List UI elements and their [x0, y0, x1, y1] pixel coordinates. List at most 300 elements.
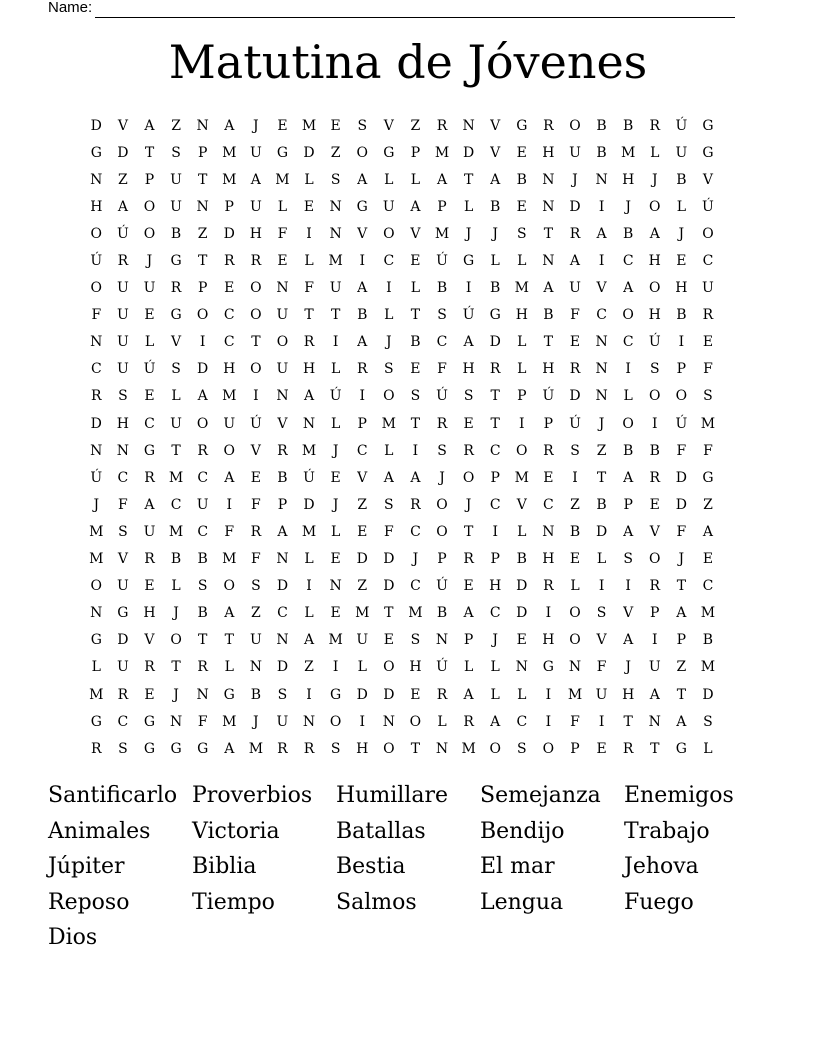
grid-letter: T — [596, 469, 607, 486]
grid-letter: I — [253, 388, 259, 405]
grid-letter: U — [116, 280, 129, 297]
grid-letter: I — [652, 415, 658, 432]
grid-letter: O — [90, 225, 103, 242]
grid-letter: M — [514, 469, 529, 486]
grid-letter: A — [224, 469, 235, 486]
grid-letter: C — [489, 442, 501, 459]
word-list-item: Tiempo — [192, 889, 275, 915]
grid-letter: H — [462, 361, 475, 378]
grid-letter: P — [490, 551, 500, 568]
grid-letter: L — [517, 361, 527, 378]
grid-letter: U — [595, 686, 608, 703]
grid-letter: P — [650, 605, 660, 622]
grid-letter: E — [144, 307, 155, 324]
grid-row — [83, 410, 721, 437]
grid-letter: C — [436, 334, 448, 351]
grid-letter: D — [90, 415, 102, 432]
grid-letter: I — [359, 388, 365, 405]
grid-letter: T — [676, 686, 687, 703]
grid-letter: U — [276, 713, 289, 730]
grid-letter: G — [330, 686, 342, 703]
grid-letter: R — [702, 307, 714, 324]
grid-letter: G — [90, 713, 102, 730]
grid-letter: B — [623, 442, 634, 459]
grid-letter: V — [649, 523, 660, 540]
grid-letter: C — [197, 523, 209, 540]
grid-letter: L — [623, 388, 633, 405]
grid-letter: D — [197, 361, 209, 378]
grid-letter: P — [437, 198, 447, 215]
grid-letter: Ú — [569, 415, 581, 432]
grid-letter: C — [702, 253, 714, 270]
grid-letter: C — [702, 578, 714, 595]
grid-letter: A — [623, 280, 634, 297]
grid-letter: O — [383, 740, 395, 757]
grid-letter: M — [355, 605, 370, 622]
grid-letter: S — [517, 225, 527, 242]
grid-letter: R — [649, 469, 661, 486]
grid-letter: R — [543, 578, 554, 595]
grid-letter: C — [90, 361, 102, 378]
grid-letter: N — [90, 442, 103, 459]
grid-letter: O — [329, 713, 342, 730]
grid-letter: D — [117, 144, 129, 161]
grid-letter: A — [676, 713, 687, 730]
word-list-item: Victoria — [192, 818, 280, 844]
grid-letter: B — [436, 280, 448, 297]
grid-letter: A — [569, 253, 581, 270]
grid-letter: P — [463, 632, 474, 649]
grid-letter: R — [436, 117, 448, 134]
grid-letter: N — [276, 280, 289, 297]
grid-letter: G — [702, 469, 714, 486]
grid-letter: A — [144, 496, 155, 513]
grid-letter: M — [89, 523, 104, 540]
grid-letter: S — [384, 496, 394, 513]
grid-letter: Ú — [675, 117, 688, 134]
grid-letter: E — [596, 740, 607, 757]
word-list-item: Animales — [48, 818, 151, 844]
grid-letter: Ú — [702, 198, 714, 215]
grid-letter: S — [118, 388, 128, 405]
grid-letter: P — [437, 551, 447, 568]
grid-letter: F — [251, 551, 261, 568]
grid-letter: D — [569, 388, 581, 405]
grid-row — [83, 627, 721, 654]
grid-letter: N — [302, 415, 316, 432]
grid-letter: L — [144, 334, 155, 351]
grid-letter: J — [386, 334, 392, 351]
grid-letter: L — [384, 171, 394, 188]
grid-letter: O — [143, 225, 156, 242]
grid-letter: A — [197, 388, 208, 405]
grid-letter: D — [223, 225, 235, 242]
grid-letter: H — [675, 280, 688, 297]
grid-letter: B — [623, 117, 634, 134]
grid-letter: T — [410, 740, 421, 757]
grid-letter: N — [542, 523, 555, 540]
grid-letter: T — [410, 415, 421, 432]
grid-letter: C — [410, 523, 421, 540]
grid-letter: N — [329, 578, 342, 595]
grid-letter: A — [383, 469, 394, 486]
grid-letter: B — [436, 605, 448, 622]
grid-letter: A — [277, 523, 288, 540]
grid-row — [83, 600, 721, 627]
grid-letter: N — [542, 198, 555, 215]
grid-letter: J — [492, 632, 499, 649]
grid-letter: L — [703, 740, 713, 757]
grid-letter: B — [676, 171, 687, 188]
grid-letter: C — [223, 307, 235, 324]
grid-letter: H — [143, 605, 156, 622]
grid-letter: R — [463, 713, 474, 730]
grid-letter: I — [625, 578, 631, 595]
grid-letter: I — [678, 334, 685, 351]
grid-letter: H — [515, 307, 528, 324]
grid-letter: J — [678, 225, 685, 242]
grid-letter: I — [598, 198, 605, 215]
grid-letter: C — [489, 605, 501, 622]
grid-letter: N — [116, 442, 130, 459]
grid-letter: O — [649, 388, 661, 405]
grid-letter: L — [650, 144, 660, 161]
grid-letter: N — [542, 171, 555, 188]
grid-letter: H — [489, 578, 502, 595]
grid-letter: D — [516, 578, 528, 595]
grid-letter: V — [277, 415, 288, 432]
grid-row — [83, 464, 721, 491]
grid-letter: P — [197, 280, 208, 297]
grid-letter: A — [596, 225, 607, 242]
grid-row — [83, 437, 721, 464]
grid-letter: I — [226, 496, 233, 513]
grid-letter: J — [439, 469, 445, 486]
grid-letter: J — [625, 659, 631, 676]
grid-letter: Ú — [462, 307, 475, 324]
grid-letter: F — [437, 361, 447, 378]
grid-letter: R — [303, 740, 315, 757]
grid-letter: B — [357, 307, 368, 324]
grid-letter: V — [490, 144, 501, 161]
grid-letter: E — [516, 198, 527, 215]
grid-letter: I — [572, 469, 578, 486]
grid-letter: R — [197, 659, 208, 676]
grid-letter: C — [117, 469, 129, 486]
grid-letter: R — [91, 388, 102, 405]
grid-letter: Z — [676, 659, 687, 676]
grid-row — [83, 166, 721, 193]
grid-letter: M — [168, 523, 184, 540]
grid-letter: N — [329, 225, 342, 242]
grid-letter: M — [434, 144, 450, 161]
grid-letter: O — [436, 496, 448, 513]
grid-letter: S — [437, 442, 447, 459]
grid-letter: T — [144, 144, 155, 161]
grid-letter: N — [249, 659, 262, 676]
grid-letter: H — [648, 307, 661, 324]
grid-letter: B — [170, 551, 182, 568]
grid-letter: R — [622, 740, 634, 757]
grid-letter: M — [275, 171, 290, 188]
grid-letter: S — [463, 388, 474, 405]
grid-letter: H — [116, 415, 129, 432]
grid-letter: I — [306, 686, 312, 703]
grid-letter: Ú — [542, 388, 555, 405]
grid-letter: A — [649, 686, 660, 703]
grid-row — [83, 491, 721, 518]
grid-letter: E — [277, 253, 288, 270]
grid-letter: M — [621, 144, 636, 161]
grid-letter: J — [173, 686, 179, 703]
grid-letter: P — [676, 632, 687, 649]
grid-letter: E — [303, 198, 315, 215]
grid-letter: L — [596, 551, 607, 568]
grid-letter: O — [569, 117, 581, 134]
grid-letter: U — [170, 415, 182, 432]
grid-letter: O — [622, 415, 634, 432]
grid-letter: N — [329, 198, 342, 215]
grid-letter: I — [359, 713, 365, 730]
grid-letter: I — [545, 686, 552, 703]
grid-letter: R — [436, 686, 448, 703]
grid-letter: T — [410, 307, 421, 324]
grid-letter: S — [118, 523, 128, 540]
grid-letter: T — [463, 171, 474, 188]
grid-letter: R — [543, 442, 554, 459]
grid-letter: A — [303, 388, 315, 405]
grid-letter: Ú — [675, 415, 688, 432]
grid-letter: A — [623, 632, 634, 649]
grid-letter: D — [276, 578, 289, 595]
grid-letter: H — [542, 632, 555, 649]
grid-letter: R — [569, 225, 581, 242]
grid-letter: I — [625, 361, 631, 378]
grid-letter: T — [171, 442, 181, 459]
grid-letter: H — [302, 361, 316, 378]
grid-letter: G — [542, 659, 554, 676]
grid-letter: A — [463, 334, 474, 351]
grid-letter: O — [622, 307, 634, 324]
grid-letter: T — [224, 632, 234, 649]
word-list-item: Jehova — [624, 854, 699, 879]
grid-letter: N — [435, 740, 449, 757]
grid-letter: E — [410, 686, 421, 703]
grid-letter: R — [250, 253, 262, 270]
grid-letter: E — [569, 334, 581, 351]
grid-letter: T — [198, 171, 208, 188]
grid-letter: N — [196, 198, 209, 215]
grid-letter: G — [143, 740, 156, 757]
grid-letter: L — [517, 686, 527, 703]
grid-letter: G — [90, 632, 102, 649]
grid-letter: A — [303, 632, 315, 649]
grid-letter: A — [410, 198, 421, 215]
grid-letter: D — [117, 632, 129, 649]
grid-letter: F — [703, 442, 713, 459]
grid-letter: J — [93, 496, 100, 513]
grid-letter: S — [570, 442, 580, 459]
grid-letter: U — [675, 144, 688, 161]
grid-letter: H — [409, 659, 422, 676]
grid-row — [83, 329, 721, 356]
grid-letter: L — [463, 659, 474, 676]
grid-letter: P — [197, 144, 208, 161]
grid-letter: L — [463, 198, 474, 215]
grid-letter: B — [170, 225, 182, 242]
grid-row — [83, 275, 721, 302]
grid-letter: L — [517, 253, 527, 270]
grid-letter: E — [516, 632, 527, 649]
word-list-item: Dios — [48, 925, 98, 950]
word-list-item: Lengua — [480, 889, 564, 915]
grid-letter: R — [144, 469, 155, 486]
grid-letter: T — [384, 605, 394, 622]
grid-letter: S — [171, 361, 181, 378]
grid-letter: P — [623, 496, 633, 513]
grid-letter: T — [490, 388, 500, 405]
grid-letter: J — [625, 198, 631, 215]
grid-letter: Z — [410, 117, 421, 134]
grid-letter: L — [91, 659, 101, 676]
grid-letter: Ú — [143, 361, 156, 378]
grid-letter: F — [118, 496, 128, 513]
grid-letter: V — [357, 469, 368, 486]
grid-letter: C — [596, 307, 607, 324]
grid-letter: M — [89, 686, 104, 703]
grid-letter: N — [302, 713, 316, 730]
grid-letter: L — [570, 578, 580, 595]
grid-letter: N — [568, 659, 582, 676]
grid-letter: U — [648, 659, 661, 676]
grid-letter: C — [622, 253, 634, 270]
grid-letter: O — [90, 280, 103, 297]
grid-letter: D — [383, 578, 395, 595]
grid-letter: O — [383, 225, 395, 242]
grid-letter: V — [383, 117, 394, 134]
grid-letter: S — [410, 632, 421, 649]
grid-letter: B — [197, 551, 208, 568]
word-list-item: Biblia — [192, 854, 257, 879]
grid-letter: B — [516, 171, 527, 188]
grid-letter: J — [412, 551, 419, 568]
grid-letter: Ú — [303, 469, 315, 486]
grid-letter: S — [703, 713, 713, 730]
grid-letter: E — [144, 686, 155, 703]
grid-letter: G — [516, 117, 528, 134]
grid-letter: U — [170, 171, 182, 188]
grid-letter: G — [489, 307, 501, 324]
grid-letter: M — [222, 388, 237, 405]
grid-letter: Z — [118, 171, 128, 188]
grid-letter: O — [649, 280, 661, 297]
grid-letter: A — [463, 686, 474, 703]
word-list — [48, 778, 768, 956]
grid-letter: B — [702, 632, 714, 649]
grid-letter: L — [171, 388, 181, 405]
grid-letter: Z — [596, 442, 607, 459]
grid-letter: V — [702, 171, 714, 188]
grid-letter: L — [517, 523, 527, 540]
grid-letter: M — [408, 605, 423, 622]
grid-letter: D — [356, 551, 368, 568]
grid-letter: L — [330, 523, 341, 540]
grid-letter: V — [490, 117, 501, 134]
grid-letter: T — [463, 523, 474, 540]
grid-letter: L — [410, 280, 421, 297]
grid-row — [83, 383, 721, 410]
grid-letter: E — [516, 144, 527, 161]
grid-letter: I — [199, 334, 206, 351]
grid-letter: F — [277, 225, 288, 242]
grid-letter: N — [382, 713, 395, 730]
grid-letter: G — [675, 740, 687, 757]
grid-letter: A — [357, 280, 368, 297]
grid-letter: B — [277, 469, 288, 486]
grid-letter: D — [303, 496, 315, 513]
grid-letter: T — [171, 659, 181, 676]
word-list-item: Júpiter — [48, 854, 125, 879]
grid-letter: N — [276, 551, 289, 568]
grid-letter: N — [648, 713, 661, 730]
grid-letter: C — [277, 605, 288, 622]
grid-letter: T — [330, 307, 341, 324]
grid-letter: A — [410, 469, 421, 486]
grid-letter: U — [569, 280, 581, 297]
grid-letter: H — [648, 253, 661, 270]
grid-letter: E — [410, 253, 421, 270]
name-label: Name: — [48, 0, 93, 16]
grid-row — [83, 220, 721, 247]
grid-letter: R — [197, 442, 208, 459]
grid-letter: I — [332, 334, 339, 351]
grid-letter: L — [384, 442, 394, 459]
grid-row — [83, 356, 721, 383]
grid-row — [83, 708, 721, 735]
grid-letter: C — [223, 334, 235, 351]
word-list-item: Bestia — [336, 854, 406, 879]
grid-letter: M — [248, 740, 264, 757]
grid-letter: U — [702, 280, 714, 297]
grid-letter: U — [249, 632, 262, 649]
grid-letter: M — [301, 117, 317, 134]
grid-letter: Z — [250, 605, 261, 622]
grid-letter: L — [517, 334, 527, 351]
grid-letter: G — [117, 605, 129, 622]
grid-letter: F — [676, 523, 687, 540]
grid-letter: E — [543, 469, 554, 486]
grid-letter: Z — [357, 496, 368, 513]
grid-letter: B — [649, 442, 660, 459]
grid-letter: G — [170, 307, 182, 324]
grid-letter: R — [223, 253, 235, 270]
grid-letter: A — [490, 713, 501, 730]
grid-letter: V — [596, 280, 607, 297]
grid-letter: A — [224, 740, 235, 757]
grid-letter: E — [649, 496, 660, 513]
grid-letter: V — [171, 334, 182, 351]
grid-letter: A — [250, 171, 261, 188]
grid-letter: G — [197, 740, 209, 757]
grid-letter: M — [567, 686, 583, 703]
grid-letter: M — [301, 523, 317, 540]
grid-letter: J — [492, 225, 499, 242]
grid-letter: A — [649, 225, 660, 242]
grid-letter: M — [328, 253, 343, 270]
grid-letter: N — [542, 253, 555, 270]
grid-letter: D — [702, 686, 714, 703]
grid-letter: M — [222, 144, 237, 161]
